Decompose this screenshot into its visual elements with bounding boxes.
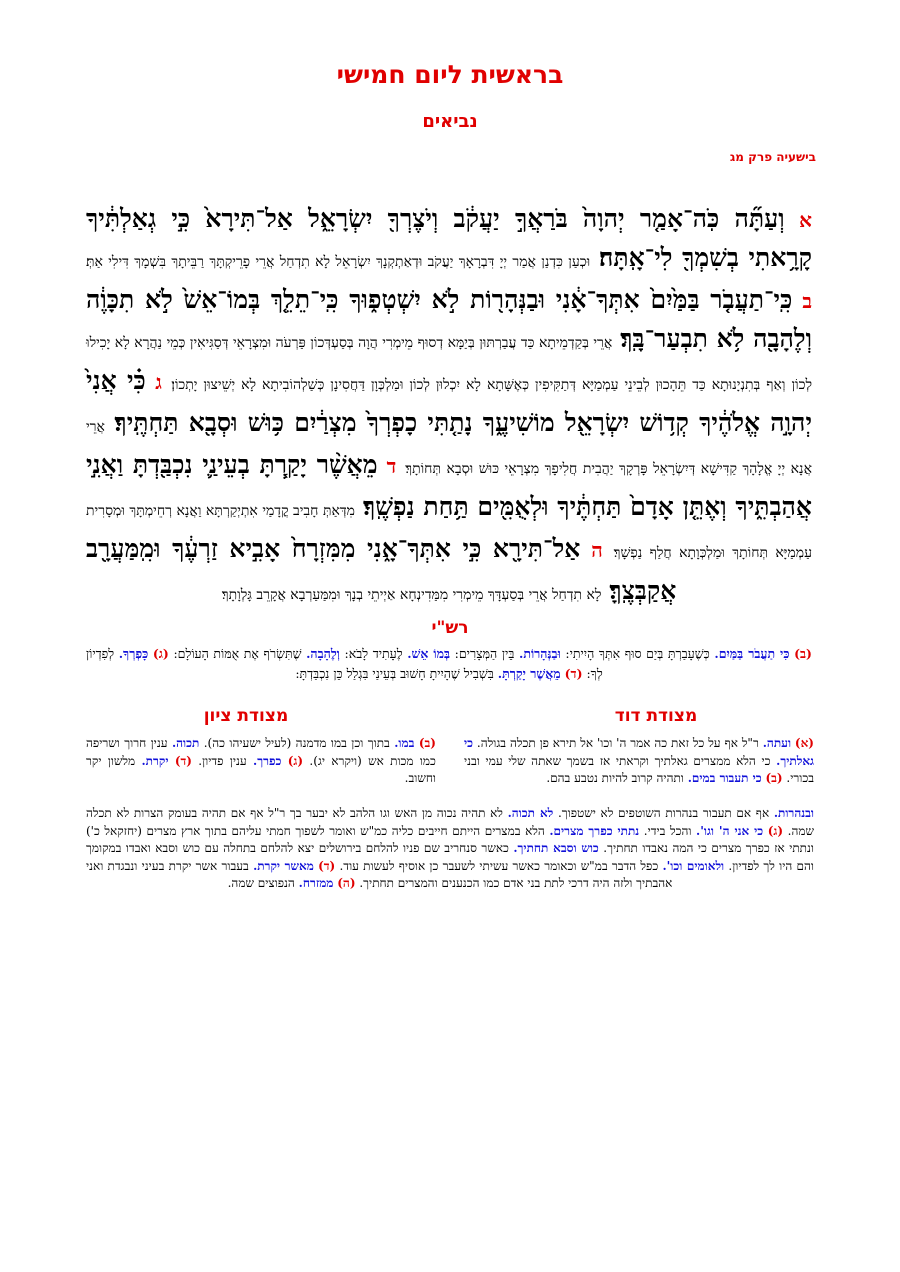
metzudat-david-continuation bbox=[86, 805, 814, 893]
entry-headword: ממזרח. bbox=[298, 876, 334, 890]
entry-text: בתוך וכן במו מדמנה (לעיל ישעיהו כה). bbox=[203, 736, 390, 750]
metzudat-tzion-commentary bbox=[86, 735, 436, 788]
entry-headword: תכוה. bbox=[171, 736, 200, 750]
entry-text: שֶׁתִּשְׂרֹף אֶת אֻמּוֹת הָעוֹלָם: bbox=[173, 646, 302, 661]
entry-headword: נתתי כפרך מצרים. bbox=[549, 823, 640, 838]
entry-text: בֵּין הַמְּצָרִים: bbox=[454, 646, 515, 661]
verse-text: וְעַתָּ֞ה כֹּֽה־אָמַ֤ר יְהוָה֙ בֹּרַאֲךָ֣ יַעֲקֹ֔ב וְיֹצֶרְךָ֖ יִשְׂרָאֵ֑ל אַל־תִּירָא֙ כִּ֣י גְאַלְתִּ֔יךָ קָרָ֥אתִי בְשִׁמְךָ֖ לִי־אָֽתָּה׃ bbox=[86, 204, 812, 272]
entry-headword: כָּפְרְךָ. bbox=[118, 646, 149, 661]
chapter-label: בישעיה פרק מג bbox=[729, 150, 816, 164]
rashi-commentary bbox=[86, 644, 812, 684]
entry-label: (ה) bbox=[337, 876, 356, 890]
verse-text: אַל־תִּירָ֖א כִּ֣י אִתְּךָ־אָ֑נִי מִמִּזְרָח֙ אָבִ֣יא זַרְעֶ֔ךָ וּמִֽמַּעֲרָ֖ב אֲקַבְּצֶֽךָּ׃ bbox=[86, 534, 677, 605]
entry-text: בִּשְׁבִיל שֶׁהָיִיתָ חָשׁוּב בְּעֵינַי בִּגְלַל כֵּן נִכְבַּדְתָּ: bbox=[295, 666, 494, 681]
entry-headword: מֵאֲשֶׁר יָקַרְתָּ. bbox=[497, 666, 561, 681]
rashi-title: רש"י bbox=[431, 618, 469, 638]
verse-number: ד bbox=[386, 454, 397, 478]
entry-text: אף אם תעבור בנהרות השוטפים לא ישטפוך. bbox=[557, 806, 770, 820]
targum-text: לָא תִדְחַל אֲרֵי בְּסַעְדָּךְ מֵימְרִי מִמַּדִינְחָא אַיְיתֵי בְנָךְ וּמִמַּעַרְבָא אֲקָרֵב גָּלְוָתָךְ׃ bbox=[221, 587, 602, 603]
entry-text: לֶעָתִיד לָבֹא: bbox=[344, 646, 403, 661]
entry-text: ענין פדיון. bbox=[198, 753, 247, 768]
entry-label: (ג) bbox=[152, 646, 169, 661]
entry-text: כאשר סנחריב שם פניו להלחם בירושלים יצא להלחם בתחלה עם כוש וסבא ואבדו במקומך והם היו לך לפדיון. bbox=[86, 841, 814, 873]
entry-text: והכל בידי. bbox=[643, 823, 692, 838]
targum-text: אֲרֵי בְּקַדְמֵיתָא כַּד עֲבַרְתּוּן בְּיַמָּא דְסוּף מֵימְרִי הֲוָה בְּסַעְדְּכוֹן פַּרְעֹה וּמִצְרָאֵי דְּסַגִּיאִין כְּמֵי נַהֲרָא לָא יָכִילוּ לְכוֹן וְאַף בְּתִנְיָנוּתָא כַּד תֵּהָכוּן לְבֵינֵי עַמְמַיָּא דְּתַקִּיפִין כְּאֶשָּׁתָא לָא יִכְלוּן לְכוֹן וּמַלְכְּוָן דַּחֲסִינָן כְּשַׁלְהוֹבִיתָא לָא יְשֵׁיצוּן יָתְכוֹן׃ bbox=[86, 335, 812, 393]
entry-label: (ג) bbox=[287, 753, 304, 768]
entry-label: (ב) bbox=[765, 771, 783, 785]
verse-text: כִּ֗י אֲנִי֙ יְהוָ֣ה אֱלֹהֶ֔יךָ קְד֥וֹשׁ יִשְׂרָאֵ֖ל מוֹשִׁיעֶ֑ךָ נָתַ֤תִּי כָפְרְךָ֙ מִצְרַ֔יִם כּ֥וּשׁ וּסְבָ֖א תַּחְתֶּֽיךָ׃ bbox=[86, 366, 812, 437]
entry-text: ותהיה קרוב להיות נטבע בהם. bbox=[546, 771, 684, 785]
verses-block bbox=[86, 200, 812, 614]
targum-text: מִדְּאַתְּ חָבִיב קֳדָמַי אִתְיְקַרְתָּא וַאֲנָא רְחֵימְתָּךְ וּמְסָרִית עַמְמַיָּא תְּחוֹתָךְ וּמַלְכְּוָתָא חֲלַף נַפְשָׁךְ׃ bbox=[86, 503, 812, 561]
entry-headword: כי גאלתיך. bbox=[464, 736, 814, 768]
entry-label: (א) bbox=[794, 736, 814, 750]
entry-headword: יקרת. bbox=[141, 753, 169, 768]
entry-headword: בְּמוֹ אֵשׁ. bbox=[407, 646, 451, 661]
verse-text: כִּֽי־תַעֲבֹ֤ר בַּמַּ֙יִם֙ אִתְּךָ־אָ֔נִי וּבַנְּהָר֖וֹת לֹ֣א יִשְׁטְפ֑וּךָ כִּֽי־תֵלֵ֤ךְ בְּמוֹ־אֵשׁ֙ לֹ֣א תִכָּוֶ֔ה וְלֶהָבָ֖ה לֹ֥א תִבְעַר־בָּֽךְ׃ bbox=[86, 285, 812, 353]
entry-headword: כִּי תַעֲבֹר בַּמַּיִם. bbox=[714, 646, 790, 661]
entry-label: (ד) bbox=[564, 666, 583, 681]
entry-text: כי הלא ממצרים גאלתיך וקראתי אז בשמך שאתה שלי עמי ובני בכורי. bbox=[464, 753, 814, 785]
entry-text: ר"ל אף על כל זאת כה אמר ה' וכו' אל תירא פן תכלה בגולה. bbox=[476, 736, 759, 750]
entry-headword: ולאומים וכו'. bbox=[662, 858, 725, 873]
metzudat-david-commentary bbox=[464, 735, 814, 788]
entry-text: לְפִדְיוֹן לְךָ: bbox=[86, 646, 603, 681]
verse-number: ב bbox=[802, 289, 812, 313]
entry-headword: לא תכוה. bbox=[507, 806, 554, 820]
entry-label: (ג) bbox=[767, 823, 784, 838]
entry-text: מלשון יקר וחשוב. bbox=[86, 753, 436, 785]
entry-label: (ב) bbox=[794, 646, 812, 661]
verse-text: מֵאֲשֶׁ֨ר יָקַ֧רְתָּ בְעֵינַ֛י נִכְבַּ֖דְתָּ וַאֲנִ֣י אֲהַבְתִּ֑יךָ וְאֶתֵּ֤ן אָדָם֙ תַּחְתֶּ֔יךָ וּלְאֻמִּ֖ים תַּ֥חַת נַפְשֶֽׁךָ׃ bbox=[86, 450, 812, 521]
entry-text: לא תהיה נכוה מן האש וגו הלהב לא יבער בך ר"ל אף אם תהיה בעומק הצרות לא תכלה שמה. bbox=[86, 806, 814, 838]
entry-text: כְּשֶׁעָבַרְתָּ בְּיַם סוּף אִתְּךָ הָיִיתִי: bbox=[565, 646, 710, 661]
entry-label: (ב) bbox=[418, 736, 436, 750]
entry-text: הנפוצים שמה. bbox=[227, 876, 295, 890]
targum-text: אֲרֵי אֲנָא יְיָ אֱלָהָךְ קַדִּישָׁא דְּיִשְׂרָאֵל פָּרְקָךְ יַהֲבִית חֲלִיפָךְ מִצְרָאֵי כּוּשׁ וּסְבָא תְּחוֹתָךְ׃ bbox=[86, 419, 812, 477]
section-title: נביאים bbox=[422, 111, 478, 132]
metzudat-tzion-title: מצודת ציון bbox=[203, 706, 289, 726]
entry-label: (ד) bbox=[174, 753, 192, 768]
verse-number: ה bbox=[591, 538, 603, 562]
entry-headword: ובנהרות. bbox=[773, 806, 814, 820]
metzudat-david-title: מצודת דוד bbox=[614, 706, 698, 726]
verse-number: ג bbox=[155, 370, 162, 394]
entry-text: בעבור אשר יקרת בעיני ונבגדת ואני אהבתיך ולזה היה דרכי לתת בני אדם כמו הכנענים והמצרים תחתיך. bbox=[86, 858, 673, 890]
entry-headword: במו. bbox=[394, 736, 415, 750]
entry-headword: וְלֶהָבָה. bbox=[306, 646, 340, 661]
entry-text: הלא במצרים הייתם חייבים כליה כמ"ש ואומר לשפוך חמתי עליהם בתוך ארץ מצרים (יחזקאל כ') ונתתי אז כפרך מצרים כי המה נאבדו תחתיך. bbox=[86, 823, 814, 855]
page-title: בראשית ליום חמישי bbox=[336, 60, 564, 89]
entry-headword: וּבַנְּהָרוֹת. bbox=[518, 646, 561, 661]
entry-label: (ד) bbox=[318, 858, 336, 873]
entry-headword: כי תעבור במים. bbox=[687, 771, 762, 785]
verse-number: א bbox=[799, 208, 812, 232]
entry-headword: ועתה. bbox=[762, 736, 792, 750]
entry-headword: מאשר יקרת. bbox=[253, 858, 314, 873]
entry-headword: כי אני ה' וגו'. bbox=[696, 823, 764, 838]
entry-headword: כפרך. bbox=[253, 753, 282, 768]
entry-headword: כוש וסבא תחתיך. bbox=[513, 841, 599, 855]
entry-text: ענין חרוך ושריפה כמו מכות אש (ויקרא יג). bbox=[86, 736, 436, 768]
targum-text: וּכְעַן כִּדְנַן אֲמַר יְיָ דִּבְרָאָךְ יַעֲקֹב וּדְאַתְקְנָךְ יִשְׂרָאֵל לָא תִדְחַל אֲרֵי פָרֵיקְתָּךְ רַבֵּיתָךְ בִּשְׁמָךְ דִּילִי אַתְּ׃ bbox=[86, 254, 591, 270]
entry-text: כפל הדבר במ"ש וכאומר כאשר עשיתי לשעבר כן אוסיף לעשות עוד. bbox=[339, 858, 659, 873]
